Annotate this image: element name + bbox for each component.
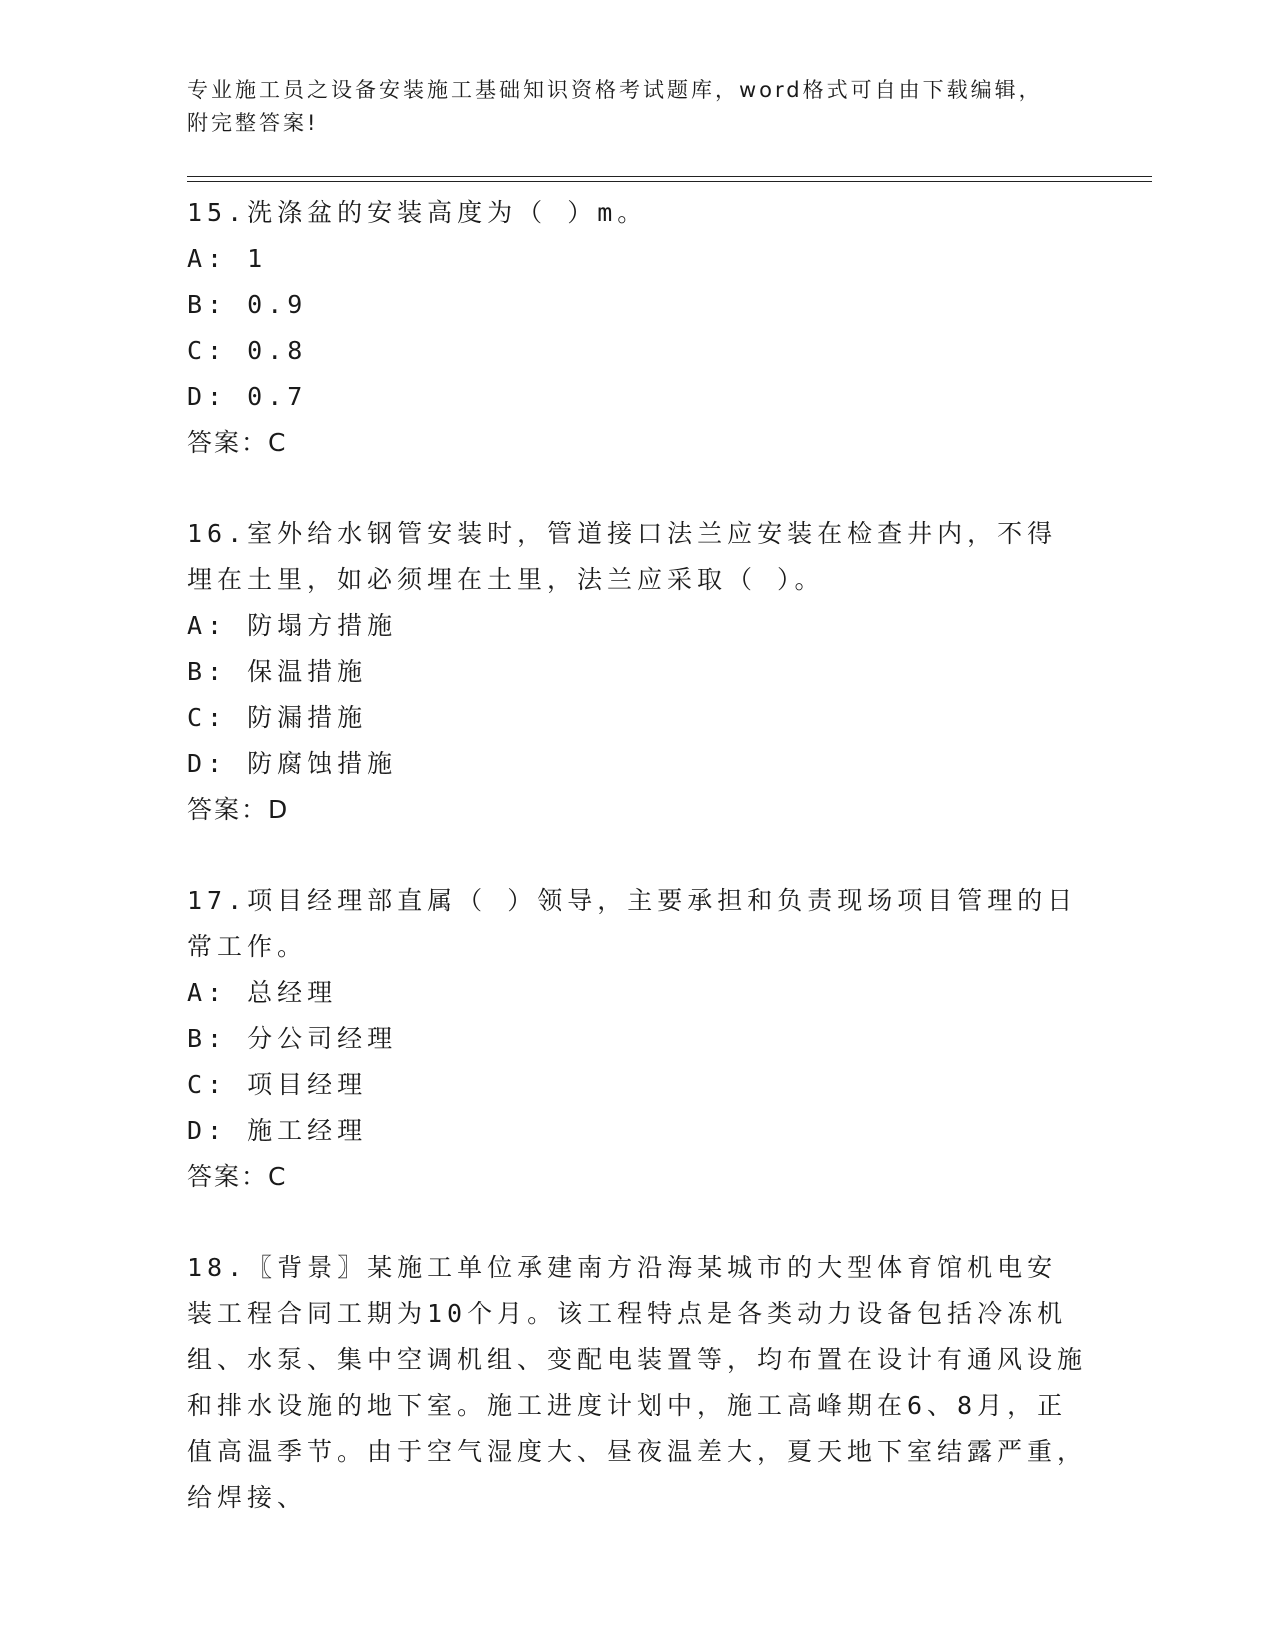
question-list	[187, 190, 1087, 1566]
option-a: A: 总经理	[187, 978, 338, 1007]
question-15	[187, 190, 1087, 466]
option-a: A: 防塌方措施	[187, 611, 398, 640]
question-18	[187, 1245, 1087, 1521]
header-line-2: 附完整答案!	[187, 111, 319, 135]
option-d: D: 0.7	[187, 382, 308, 411]
option-c: C: 防漏措施	[187, 703, 368, 732]
header-line-1: 专业施工员之设备安装施工基础知识资格考试题库，word格式可自由下载编辑，	[187, 78, 1043, 102]
option-a: A: 1	[187, 244, 268, 273]
option-b: B: 分公司经理	[187, 1024, 398, 1053]
option-d: D: 施工经理	[187, 1116, 368, 1145]
option-c: C: 项目经理	[187, 1070, 368, 1099]
question-stem: 17.项目经理部直属（ ）领导，主要承担和负责现场项目管理的日常工作。	[187, 886, 1078, 961]
answer-label: 答案：D	[187, 795, 290, 824]
question-16	[187, 511, 1087, 833]
option-d: D: 防腐蚀措施	[187, 749, 398, 778]
document-header	[187, 74, 1067, 140]
question-17	[187, 878, 1087, 1200]
header-divider-top	[187, 176, 1152, 177]
option-c: C: 0.8	[187, 336, 308, 365]
header-divider-bottom	[187, 181, 1152, 182]
answer-label: 答案：C	[187, 1162, 288, 1191]
option-b: B: 保温措施	[187, 657, 368, 686]
question-stem: 16.室外给水钢管安装时，管道接口法兰应安装在检查井内，不得埋在土里，如必须埋在土里，法兰应采取（ ）。	[187, 519, 1058, 594]
answer-label: 答案：C	[187, 428, 288, 457]
question-stem: 15.洗涤盆的安装高度为（ ）m。	[187, 198, 648, 227]
option-b: B: 0.9	[187, 290, 308, 319]
question-stem: 18.〖背景〗某施工单位承建南方沿海某城市的大型体育馆机电安装工程合同工期为10个月。该工程特点是各类动力设备包括冷冻机组、水泵、集中空调机组、变配电装置等，均布置在设计有通风设施和排水设施的地下室。施工进度计划中，施工高峰期在6、8月，正值高温季节。由于空气湿度大、昼夜温差大，夏天地下室结露严重，给焊接、	[187, 1253, 1088, 1512]
